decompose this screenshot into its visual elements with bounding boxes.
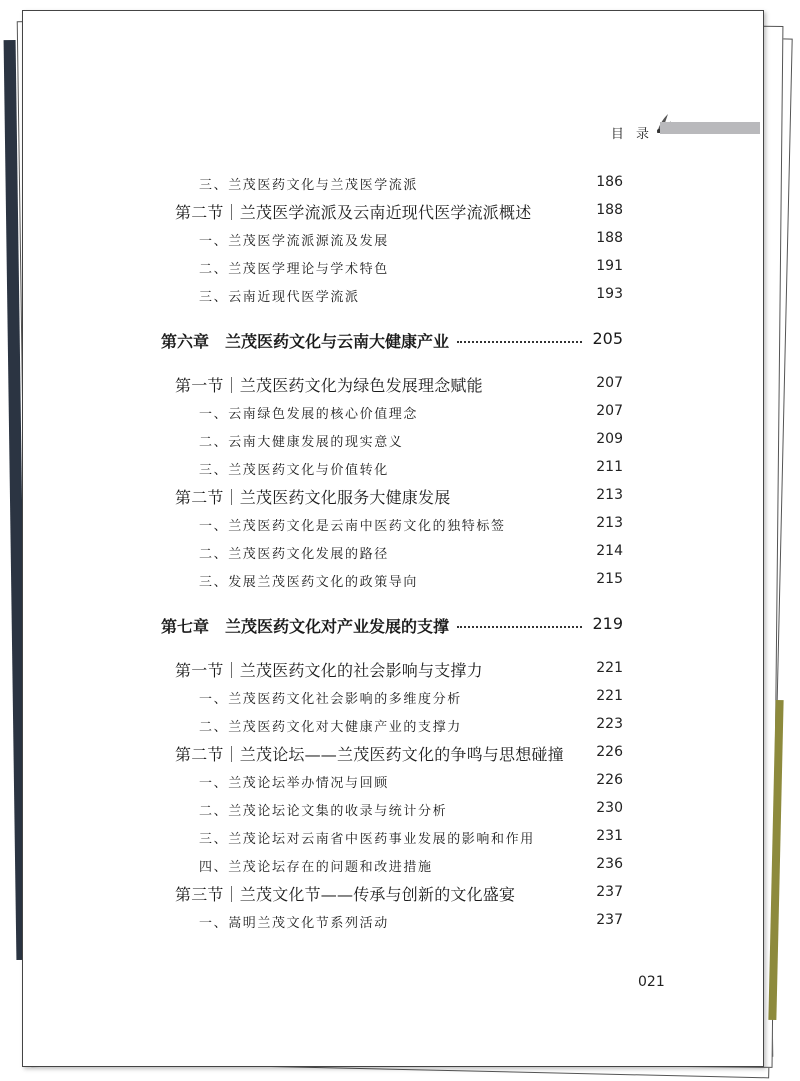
toc-item[interactable] — [23, 400, 763, 424]
toc-entry-page: 219 — [592, 614, 623, 633]
toc-entry-title: 三、发展兰茂医药文化的政策导向 — [199, 575, 419, 590]
toc-item[interactable] — [23, 540, 763, 564]
toc-entry-page: 214 — [596, 543, 623, 559]
toc-entry-title: 二、兰茂医学理论与学术特色 — [199, 262, 389, 277]
toc-entry-page: 188 — [596, 230, 623, 246]
toc-entry-title: 第二节｜兰茂医药文化服务大健康发展 — [175, 488, 451, 507]
page-number: 021 — [638, 974, 665, 990]
toc-entry-title: 一、兰茂医学流派源流及发展 — [199, 234, 389, 249]
toc-entry-page: 191 — [596, 258, 623, 274]
toc-entry-page: 236 — [596, 856, 623, 872]
toc-entry-title: 第二节｜兰茂医学流派及云南近现代医学流派概述 — [175, 203, 532, 222]
toc-entry-title: 二、云南大健康发展的现实意义 — [199, 435, 404, 450]
toc-entry-page: 215 — [596, 571, 623, 587]
toc-item[interactable] — [23, 713, 763, 737]
toc-item[interactable] — [23, 853, 763, 877]
leader-dots — [457, 626, 582, 628]
toc-item[interactable] — [23, 171, 763, 195]
toc-section[interactable] — [23, 741, 763, 765]
toc-item[interactable] — [23, 685, 763, 709]
toc-section[interactable] — [23, 484, 763, 508]
toc-item[interactable] — [23, 512, 763, 536]
toc-item[interactable] — [23, 227, 763, 251]
toc-entry-title: 第一节｜兰茂医药文化的社会影响与支撑力 — [175, 661, 483, 680]
toc-entry-page: 226 — [596, 772, 623, 788]
toc-entry-title: 第二节｜兰茂论坛——兰茂医药文化的争鸣与思想碰撞 — [175, 745, 564, 764]
toc-entry-page: 221 — [596, 660, 623, 676]
toc-entry-title: 三、云南近现代医学流派 — [199, 290, 360, 305]
toc-item[interactable] — [23, 568, 763, 592]
toc-entry-page: 231 — [596, 828, 623, 844]
toc-entry-page: 213 — [596, 515, 623, 531]
toc-entry-title: 一、嵩明兰茂文化节系列活动 — [199, 916, 389, 931]
toc-section[interactable] — [23, 199, 763, 223]
toc-entry-title: 第三节｜兰茂文化节——传承与创新的文化盛宴 — [175, 885, 516, 904]
toc-entry-page: 221 — [596, 688, 623, 704]
toc-entry-page: 209 — [596, 431, 623, 447]
toc-entry-page: 186 — [596, 174, 623, 190]
toc-item[interactable] — [23, 456, 763, 480]
toc-entry-title: 一、云南绿色发展的核心价值理念 — [199, 407, 419, 422]
toc-entry-page: 188 — [596, 202, 623, 218]
toc-entry-title: 第七章 兰茂医药文化对产业发展的支撑 — [161, 617, 450, 636]
toc-item[interactable] — [23, 255, 763, 279]
toc-item[interactable] — [23, 283, 763, 307]
toc-entry-page: 207 — [596, 403, 623, 419]
toc-entry-title: 四、兰茂论坛存在的问题和改进措施 — [199, 860, 433, 875]
toc-entry-page: 213 — [596, 487, 623, 503]
toc-entry-title: 二、兰茂医药文化对大健康产业的支撑力 — [199, 720, 462, 735]
toc-entry-page: 226 — [596, 744, 623, 760]
toc-entry-title: 一、兰茂医药文化社会影响的多维度分析 — [199, 692, 462, 707]
toc-entry-page: 205 — [592, 329, 623, 348]
toc-section[interactable] — [23, 881, 763, 905]
toc-entry-title: 二、兰茂医药文化发展的路径 — [199, 547, 389, 562]
toc-entry-page: 223 — [596, 716, 623, 732]
toc-item[interactable] — [23, 769, 763, 793]
toc-entry-title: 三、兰茂医药文化与兰茂医学流派 — [199, 178, 419, 193]
toc-entry-title: 一、兰茂医药文化是云南中医药文化的独特标签 — [199, 519, 506, 534]
toc-item[interactable] — [23, 428, 763, 452]
toc-entry-page: 237 — [596, 912, 623, 928]
toc-entry-title: 三、兰茂医药文化与价值转化 — [199, 463, 389, 478]
toc-entry-title: 第一节｜兰茂医药文化为绿色发展理念赋能 — [175, 376, 483, 395]
toc-item[interactable] — [23, 825, 763, 849]
toc-entry-title: 第六章 兰茂医药文化与云南大健康产业 — [161, 332, 450, 351]
toc-section[interactable] — [23, 657, 763, 681]
toc-chapter[interactable] — [23, 329, 763, 353]
toc-entry-title: 三、兰茂论坛对云南省中医药事业发展的影响和作用 — [199, 832, 535, 847]
toc-entry-page: 211 — [596, 459, 623, 475]
toc-chapter[interactable] — [23, 614, 763, 638]
toc-entry-page: 193 — [596, 286, 623, 302]
running-head: 目 录 — [610, 127, 653, 142]
leader-dots — [457, 341, 582, 343]
header-bar — [660, 122, 760, 134]
toc-page — [22, 10, 764, 1067]
toc-entry-title: 二、兰茂论坛论文集的收录与统计分析 — [199, 804, 448, 819]
toc-item[interactable] — [23, 797, 763, 821]
toc-item[interactable] — [23, 909, 763, 933]
toc-entry-title: 一、兰茂论坛举办情况与回顾 — [199, 776, 389, 791]
toc-entry-page: 230 — [596, 800, 623, 816]
toc-entry-page: 237 — [596, 884, 623, 900]
toc-section[interactable] — [23, 372, 763, 396]
toc-entry-page: 207 — [596, 375, 623, 391]
